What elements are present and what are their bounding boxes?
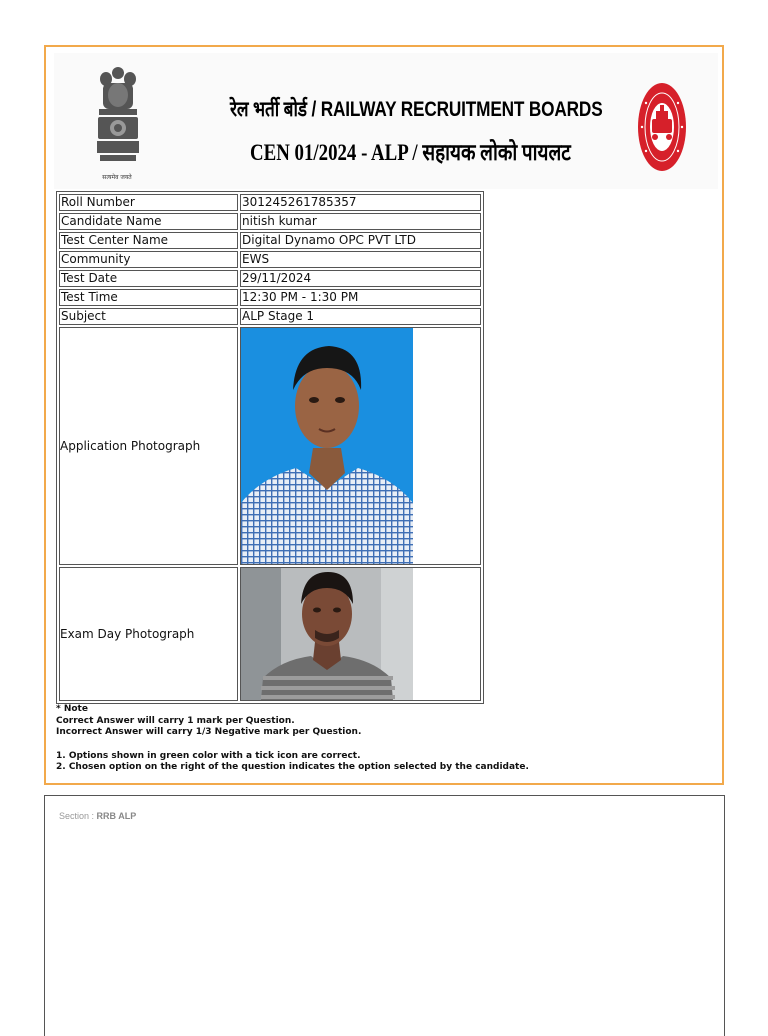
note-line: Correct Answer will carry 1 mark per Question.: [56, 715, 295, 726]
exam-day-photo-cell: [240, 567, 481, 701]
notes-block: [56, 704, 529, 774]
indian-railways-logo-icon: [630, 81, 694, 173]
note-line: 1. Options shown in green color with a tick icon are correct.: [56, 750, 361, 761]
table-row: [59, 232, 481, 249]
table-row: [59, 308, 481, 325]
section-label: [59, 811, 136, 821]
table-row: [59, 567, 481, 701]
header: [54, 53, 718, 189]
application-photograph: [241, 328, 413, 564]
test-center-label: Test Center Name: [59, 232, 238, 249]
subject-value: ALP Stage 1: [240, 308, 481, 325]
section-prefix: Section :: [59, 811, 97, 821]
table-row: [59, 327, 481, 565]
test-date-label: Test Date: [59, 270, 238, 287]
page-subtitle: CEN 01/2024 - ALP / सहायक लोको पायलट: [250, 140, 571, 165]
test-date-value: 29/11/2024: [240, 270, 481, 287]
note-line: 2. Chosen option on the right of the question indicates the option selected by the candidate.: [56, 762, 529, 772]
exam-day-photograph: [241, 568, 413, 700]
candidate-name-value: nitish kumar: [240, 213, 481, 230]
note-line: Incorrect Answer will carry 1/3 Negative mark per Question.: [56, 727, 362, 737]
table-row: [59, 289, 481, 306]
test-time-value: 12:30 PM - 1:30 PM: [240, 289, 481, 306]
roll-number-value: 301245261785357: [240, 194, 481, 211]
community-label: Community: [59, 251, 238, 268]
section-name: RRB ALP: [96, 811, 137, 821]
community-value: EWS: [240, 251, 481, 268]
application-photo-cell: [240, 327, 481, 565]
admit-response-card: [44, 45, 724, 785]
candidate-details-table: [56, 191, 484, 704]
emblem-caption: सत्यमेव जयते: [102, 174, 132, 181]
application-photo-label: Application Photograph: [59, 327, 238, 565]
test-center-value: Digital Dynamo OPC PVT LTD: [240, 232, 481, 249]
test-time-label: Test Time: [59, 289, 238, 306]
subject-label: Subject: [59, 308, 238, 325]
exam-day-photo-label: Exam Day Photograph: [59, 567, 238, 701]
table-row: [59, 270, 481, 287]
table-row: [59, 194, 481, 211]
page-title: रेल भर्ती बोर्ड / RAILWAY RECRUITMENT BOARDS: [230, 98, 603, 121]
table-row: [59, 251, 481, 268]
national-emblem-icon: [94, 65, 142, 183]
roll-number-label: Roll Number: [59, 194, 238, 211]
note-heading: * Note: [56, 704, 88, 714]
table-row: [59, 213, 481, 230]
section-panel: [44, 795, 725, 1036]
candidate-name-label: Candidate Name: [59, 213, 238, 230]
